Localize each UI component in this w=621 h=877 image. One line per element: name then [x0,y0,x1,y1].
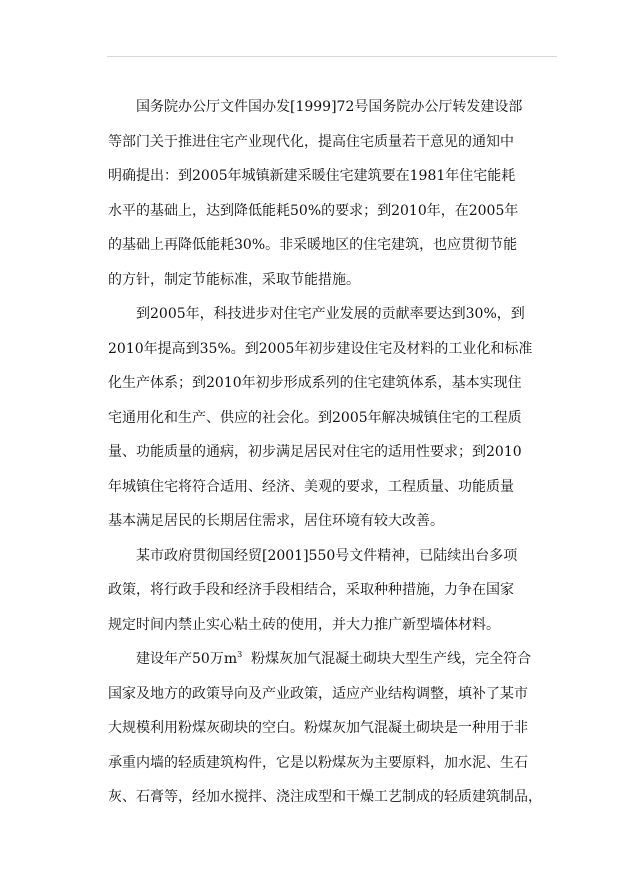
text-line: 量、功能质量的通病，初步满足居民对住宅的适用性要求；到2010 [108,444,522,460]
text-line: 大规模利用粉煤灰砌块的空白。粉煤灰加气混凝土砌块是一种用于非 [108,720,528,736]
paragraph-4 [108,644,558,817]
text-line: 灰、石膏等，经加水搅拌、浇注成型和干燥工艺制成的轻质建筑制品， [108,789,542,805]
text-line: 年城镇住宅将符合适用、经济、美观的要求，工程质量、功能质量 [108,478,514,495]
text-line: 宅通用化和生产、供应的社会化。到2005年解决城镇住宅的工程质 [108,409,522,426]
text-segment: 建设年产50万m [136,651,238,667]
text-line: 化生产体系；到2010年初步形成系列的住宅建筑体系，基本实现住 [108,375,522,391]
text-line: 到2005年，科技进步对住宅产业发展的贡献率要达到30%，到 [136,306,525,322]
text-line: 等部门关于推进住宅产业现代化，提高住宅质量若干意见的通知中 [108,133,514,150]
text-line: 2010年提高到35%。到2005年初步建设住宅及材料的工业化和标准 [108,340,533,357]
text-line [108,644,558,679]
text-line: 规定时间内禁止实心粘土砖的使用，并大力推广新型墙体材料。 [108,616,500,633]
text-segment: 粉煤灰加气混凝土砌块大型生产线，完全符合 [242,651,532,667]
text-line: 的方针，制定节能标准，采取节能措施。 [108,271,360,288]
text-line: 某市政府贯彻国经贸[2001]550号文件精神，已陆续出台多项 [136,547,518,564]
paragraph-2 [108,299,558,541]
text-line: 承重内墙的轻质建筑构件，它是以粉煤灰为主要原料，加水泥、生石 [108,754,528,771]
unit-superscript: 3 [237,650,243,659]
paragraph-3 [108,541,558,645]
document-body [108,92,558,817]
header-rule [107,56,557,57]
text-line: 的基础上再降低能耗30%。非采暖地区的住宅建筑，也应贯彻节能 [108,237,518,253]
text-line: 国务院办公厅文件国办发[1999]72号国务院办公厅转发建设部 [136,99,523,115]
text-line: 国家及地方的政策导向及产业政策，适应产业结构调整，填补了某市 [108,685,528,702]
paragraph-1 [108,92,558,299]
text-line: 明确提出：到2005年城镇新建采暖住宅建筑要在1981年住宅能耗 [108,168,516,184]
text-line: 基本满足居民的长期居住需求，居住环境有较大改善。 [108,513,444,529]
text-line: 水平的基础上，达到降低能耗50%的要求；到2010年，在2005年 [108,202,519,219]
text-line: 政策，将行政手段和经济手段相结合，采取种种措施，力争在国家 [108,582,514,598]
